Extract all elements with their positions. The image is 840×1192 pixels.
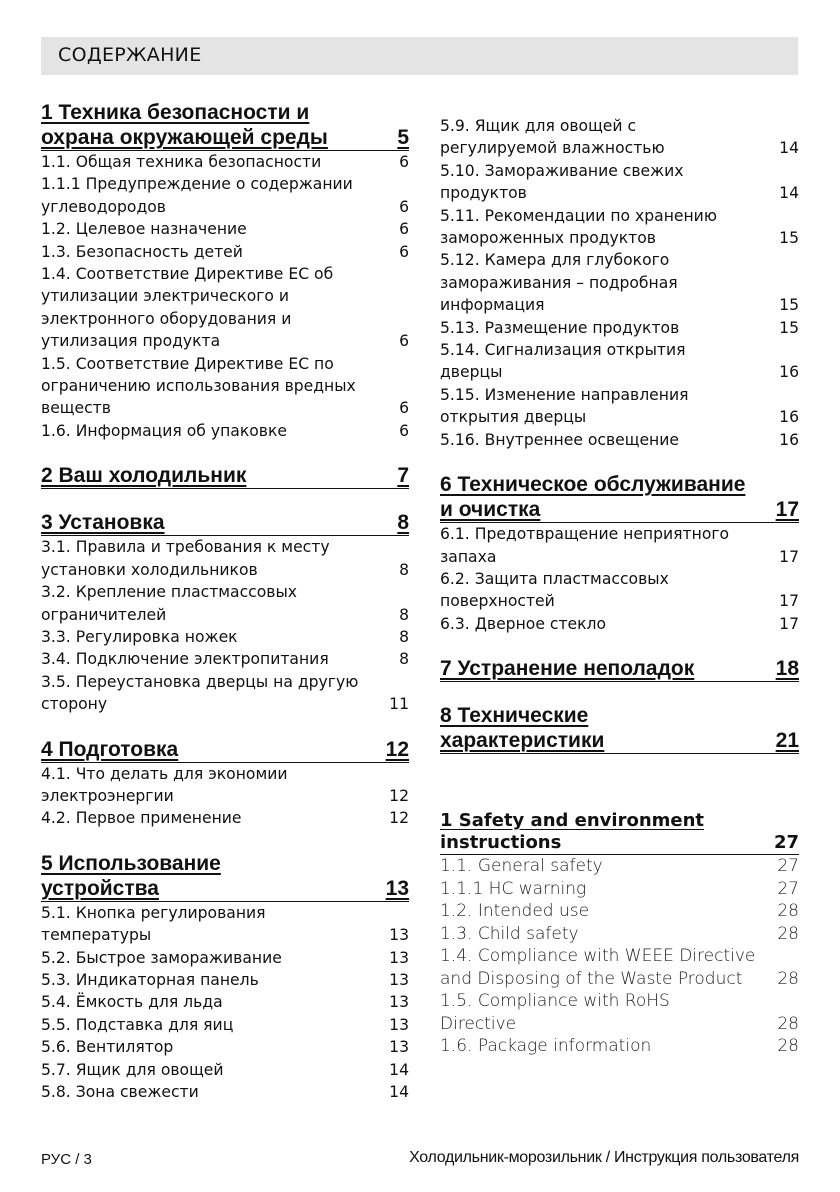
toc-section-heading[interactable] [41, 510, 409, 536]
toc-page-number: 15 [779, 229, 799, 248]
toc-entry-line [41, 420, 409, 442]
toc-section-heading-line [440, 832, 799, 855]
toc-entry-text: 5.12. Камера для глубокого [440, 251, 670, 270]
toc-entry-line [41, 263, 409, 285]
toc-page-number: 28 [777, 923, 799, 944]
toc-page-number: 16 [779, 363, 799, 382]
toc-entry-text: 6.3. Дверное стекло [440, 614, 607, 633]
toc-entry[interactable] [440, 878, 799, 901]
toc-entry-text: 1.5. Соответствие Директиве ЕС по [41, 354, 334, 373]
toc-section-heading-line [41, 876, 409, 902]
toc-entry[interactable] [41, 671, 409, 716]
toc-page-number: 17 [779, 614, 799, 633]
toc-entry-line [440, 115, 799, 137]
contents-title-bar [41, 37, 798, 75]
toc-entry-text: поверхностей [440, 592, 555, 611]
toc-entry-line [440, 613, 799, 635]
toc-entry[interactable] [440, 249, 799, 316]
toc-entry-line [440, 900, 799, 923]
toc-entry-line [41, 241, 409, 263]
toc-entry[interactable] [41, 173, 409, 218]
toc-section-heading-line [41, 100, 409, 125]
toc-entry-line [440, 361, 799, 383]
toc-entry-line [440, 317, 799, 339]
toc-page-number: 13 [389, 1015, 409, 1034]
toc-entry-text: 3.4. Подключение электропитания [41, 650, 329, 669]
toc-entry-text: 1.1.1 HC warning [440, 878, 587, 899]
toc-entry-line [440, 923, 799, 946]
toc-entry-text: открытия дверцы [440, 408, 587, 427]
toc-entry-line [41, 536, 409, 558]
toc-section-title: 8 Технические [440, 704, 589, 728]
toc-entry-line [41, 969, 409, 991]
toc-section-title: 5 Использование [41, 851, 221, 875]
toc-entry[interactable] [440, 1035, 799, 1058]
toc-entry[interactable] [41, 1036, 409, 1058]
toc-entry-text: регулируемой влажностью [440, 139, 665, 158]
toc-section-heading-line [440, 656, 799, 682]
toc-entry-text: 1.1.1 Предупреждение о содержании [41, 175, 353, 194]
toc-entry[interactable] [440, 339, 799, 384]
toc-entry-text: информация [440, 296, 545, 315]
toc-page-number: 14 [779, 139, 799, 158]
toc-section-heading-line [41, 510, 409, 536]
toc-page-number: 8 [399, 650, 409, 669]
toc-entry-text: 1.4. Compliance with WEEE Directive [440, 946, 756, 967]
toc-section-page: 13 [385, 876, 409, 900]
toc-entry-line [41, 375, 409, 397]
toc-entry-text: Directive [440, 1013, 517, 1034]
toc-entry-line [41, 924, 409, 946]
toc-entry-text: 5.15. Изменение направления [440, 385, 689, 404]
toc-entry-line [41, 285, 409, 307]
toc-entry-line [41, 648, 409, 670]
toc-entry-text: 1.2. Целевое назначение [41, 220, 247, 239]
toc-entry[interactable] [440, 115, 799, 160]
toc-section-title: 1 Safety and environment [440, 810, 705, 832]
toc-section-page: 12 [385, 737, 409, 761]
toc-page-number: 13 [389, 948, 409, 967]
toc-section-title: 6 Техническое обслуживание [440, 473, 746, 497]
toc-entry[interactable] [440, 900, 799, 923]
toc-section-title: instructions [440, 832, 562, 854]
toc-entry-text: утилизация продукта [41, 332, 221, 351]
page-number: РУС / 3 [41, 1151, 92, 1168]
toc-entry-text: 1.6. Package information [440, 1036, 652, 1057]
toc-entry-text: ограничению использования вредных [41, 377, 356, 396]
toc-entry[interactable] [41, 263, 409, 353]
toc-entry[interactable] [440, 613, 799, 635]
toc-entry-line [41, 626, 409, 648]
toc-entry-line [440, 945, 799, 968]
toc-entry-text: ограничителей [41, 605, 167, 624]
toc-section-title: устройства [41, 876, 159, 900]
toc-section-heading[interactable] [41, 737, 409, 763]
toc-section-heading-line [440, 703, 799, 728]
toc-page-number: 16 [779, 408, 799, 427]
toc-entry-text: 6.1. Предотвращение неприятного [440, 525, 730, 544]
toc-page-number: 8 [399, 627, 409, 646]
toc-section-heading-line [41, 851, 409, 876]
toc-entry[interactable] [41, 763, 409, 808]
toc-section-heading-line [440, 728, 799, 754]
toc-page-number: 6 [399, 197, 409, 216]
toc-entry-text: 1.3. Безопасность детей [41, 242, 243, 261]
toc-entry-text: 5.7. Ящик для овощей [41, 1060, 224, 1079]
toc-page-number: 6 [399, 332, 409, 351]
toc-entry[interactable] [440, 923, 799, 946]
toc-entry[interactable] [41, 902, 409, 947]
toc-entry[interactable] [41, 969, 409, 991]
toc-entry-text: 5.10. Замораживание свежих [440, 161, 684, 180]
toc-entry-text: запаха [440, 547, 497, 566]
toc-entry-line [41, 1081, 409, 1103]
toc-entry-text: 5.8. Зона свежести [41, 1083, 199, 1101]
toc-section-title: охрана окружающей среды [41, 126, 328, 149]
toc-section-page: 27 [773, 832, 799, 854]
toc-entry-text: 5.16. Внутреннее освещение [440, 430, 679, 449]
toc-entry-text: замораживания – подробная [440, 273, 678, 292]
toc-entry-text: 1.3. Child safety [440, 923, 579, 944]
toc-page-number: 14 [389, 1083, 409, 1101]
toc-entry[interactable] [440, 205, 799, 250]
toc-entry[interactable] [41, 420, 409, 442]
toc-entry-line [440, 1035, 799, 1058]
toc-entry-text: температуры [41, 926, 152, 945]
toc-entry-line [440, 878, 799, 901]
toc-entry-text: сторону [41, 695, 108, 714]
toc-section-heading[interactable] [41, 463, 409, 489]
toc-section-title: 4 Подготовка [41, 737, 179, 761]
toc-right-column [440, 115, 799, 1058]
toc-entry[interactable] [41, 151, 409, 173]
toc-section-heading-line [440, 497, 799, 523]
toc-page-number: 12 [389, 809, 409, 828]
toc-entry-line [41, 1036, 409, 1058]
toc-section-page: 5 [397, 126, 409, 149]
toc-entry-line [41, 196, 409, 218]
toc-entry-text: установки холодильников [41, 560, 258, 579]
toc-section-page: 21 [775, 729, 799, 753]
toc-entry-text: 3.5. Переустановка дверцы на другую [41, 672, 359, 691]
toc-entry-line [440, 855, 799, 878]
toc-section-page: 17 [775, 498, 799, 522]
toc-page-number: 13 [389, 926, 409, 945]
toc-entry-text: 5.11. Рекомендации по хранению [440, 206, 717, 225]
toc-section-heading[interactable] [440, 703, 799, 754]
toc-entry-line [440, 968, 799, 991]
toc-page-number: 11 [389, 695, 409, 714]
toc-entry-line [41, 604, 409, 626]
toc-entry-line [440, 339, 799, 361]
toc-entry-line [41, 671, 409, 693]
toc-entry-line [41, 581, 409, 603]
toc-entry[interactable] [440, 523, 799, 568]
toc-entry-line [440, 160, 799, 182]
toc-section-heading[interactable] [41, 851, 409, 902]
toc-entry-text: 5.2. Быстрое замораживание [41, 948, 282, 967]
toc-left-column [41, 100, 409, 1103]
toc-page-number: 6 [399, 242, 409, 261]
toc-section-heading-line [41, 463, 409, 489]
toc-entry-text: 3.1. Правила и требования к месту [41, 538, 330, 557]
toc-entry-line [440, 137, 799, 159]
toc-page-number: 17 [779, 592, 799, 611]
toc-entry-line [41, 947, 409, 969]
toc-entry-line [440, 227, 799, 249]
toc-entry-text: 1.1. Общая техника безопасности [41, 153, 322, 171]
toc-page-number: 28 [777, 901, 799, 922]
toc-page-number: 15 [779, 318, 799, 337]
toc-entry-line [440, 546, 799, 568]
toc-page-number: 13 [389, 970, 409, 989]
toc-entry-text: замороженных продуктов [440, 229, 656, 248]
toc-entry-text: 5.14. Сигнализация открытия [440, 341, 686, 360]
toc-entry-text: 1.2. Intended use [440, 901, 590, 922]
toc-section-title: 1 Техника безопасности и [41, 101, 310, 124]
toc-entry-text: 5.5. Подставка для яиц [41, 1015, 234, 1034]
toc-entry-line [41, 218, 409, 240]
toc-entry-text: 1.6. Информация об упаковке [41, 421, 288, 440]
toc-page-number: 12 [389, 786, 409, 805]
toc-entry[interactable] [41, 536, 409, 581]
toc-entry-line [440, 272, 799, 294]
toc-section-title: и очистка [440, 498, 541, 522]
toc-entry-line [440, 384, 799, 406]
toc-entry-text: электроэнергии [41, 786, 174, 805]
toc-entry-text: 5.13. Размещение продуктов [440, 318, 680, 337]
toc-entry[interactable] [440, 855, 799, 878]
toc-page-number: 28 [777, 968, 799, 989]
toc-entry-line [440, 205, 799, 227]
toc-entry-line [440, 182, 799, 204]
toc-entry[interactable] [440, 317, 799, 339]
toc-entry[interactable] [41, 991, 409, 1013]
toc-entry-text: углеводородов [41, 197, 166, 216]
toc-entry-line [41, 353, 409, 375]
toc-entry-line [41, 991, 409, 1013]
toc-page-number: 14 [389, 1060, 409, 1079]
toc-entry-line [440, 590, 799, 612]
toc-entry-line [41, 902, 409, 924]
document-title: Холодильник-морозильник / Инструкция пользователя [409, 1149, 799, 1166]
toc-section-heading-line [41, 125, 409, 151]
toc-entry[interactable] [41, 1014, 409, 1036]
toc-page-number: 8 [399, 605, 409, 624]
toc-page-number: 6 [399, 399, 409, 418]
toc-section-title: 3 Установка [41, 511, 165, 535]
toc-entry-line [41, 693, 409, 715]
toc-page-number: 13 [389, 993, 409, 1012]
toc-entry[interactable] [41, 353, 409, 420]
toc-entry-line [41, 330, 409, 352]
toc-entry[interactable] [440, 990, 799, 1035]
toc-entry-line [41, 559, 409, 581]
toc-entry-text: 1.4. Соответствие Директиве ЕС об [41, 265, 334, 284]
toc-entry-line [41, 763, 409, 785]
toc-section-heading-english[interactable] [440, 810, 799, 855]
toc-entry-line [440, 429, 799, 451]
toc-section-page: 8 [397, 511, 409, 535]
toc-entry-text: 1.1. General safety [440, 856, 603, 877]
toc-page-number: 16 [779, 430, 799, 449]
toc-page-number: 6 [399, 421, 409, 440]
toc-entry-text: 3.3. Регулировка ножек [41, 627, 238, 646]
toc-entry-text: 4.1. Что делать для экономии [41, 764, 288, 783]
toc-entry[interactable] [440, 568, 799, 613]
toc-entry-line [41, 807, 409, 829]
contents-title: СОДЕРЖАНИЕ [58, 44, 202, 66]
toc-page-number: 6 [399, 220, 409, 239]
toc-entry-line [41, 151, 409, 173]
toc-section-heading-line [440, 810, 799, 832]
toc-entry-line [440, 1013, 799, 1036]
toc-section-page: 7 [397, 464, 409, 488]
toc-section-heading[interactable] [440, 656, 799, 682]
toc-entry[interactable] [41, 1081, 409, 1103]
toc-page-number: 15 [779, 296, 799, 315]
toc-entry-text: 5.3. Индикаторная панель [41, 970, 259, 989]
toc-entry-line [41, 397, 409, 419]
toc-page-number: 6 [399, 153, 409, 171]
toc-section-title: 7 Устранение неполадок [440, 657, 695, 681]
toc-entry-text: 3.2. Крепление пластмассовых [41, 583, 298, 602]
toc-page-number: 8 [399, 560, 409, 579]
toc-entry[interactable] [41, 581, 409, 626]
toc-entry-line [440, 568, 799, 590]
toc-entry-line [440, 294, 799, 316]
toc-page-number: 14 [779, 184, 799, 203]
toc-entry[interactable] [440, 384, 799, 429]
toc-section-heading[interactable] [41, 100, 409, 151]
toc-entry[interactable] [440, 429, 799, 451]
toc-entry[interactable] [41, 947, 409, 969]
toc-entry-line [41, 1014, 409, 1036]
toc-entry-text: дверцы [440, 363, 503, 382]
toc-entry[interactable] [41, 241, 409, 263]
toc-entry[interactable] [41, 1059, 409, 1081]
toc-entry-text: 5.1. Кнопка регулирования [41, 903, 266, 922]
toc-entry-line [41, 1059, 409, 1081]
toc-entry-text: 6.2. Защита пластмассовых [440, 569, 669, 588]
toc-entry-text: 1.5. Compliance with RoHS [440, 991, 670, 1012]
toc-entry[interactable] [41, 648, 409, 670]
toc-entry-line [440, 406, 799, 428]
toc-entry[interactable] [41, 218, 409, 240]
toc-section-page: 18 [775, 657, 799, 681]
toc-section-title: характеристики [440, 729, 605, 753]
toc-section-title: 2 Ваш холодильник [41, 464, 247, 488]
toc-entry-text: and Disposing of the Waste Product [440, 968, 743, 989]
toc-entry-text: 5.4. Ёмкость для льда [41, 993, 223, 1012]
toc-entry-line [440, 249, 799, 271]
toc-section-heading-line [41, 737, 409, 763]
toc-entry-text: утилизации электрического и [41, 287, 290, 306]
toc-entry-line [41, 173, 409, 195]
toc-entry-text: 5.6. Вентилятор [41, 1038, 174, 1057]
toc-section-heading-line [440, 472, 799, 497]
toc-entry-text: 4.2. Первое применение [41, 809, 242, 828]
toc-entry-line [440, 523, 799, 545]
toc-entry-line [440, 990, 799, 1013]
toc-entry-line [41, 785, 409, 807]
toc-section-heading[interactable] [440, 472, 799, 523]
toc-entry-text: электронного оборудования и [41, 309, 292, 328]
toc-entry[interactable] [440, 945, 799, 990]
toc-page-number: 17 [779, 547, 799, 566]
toc-entry-text: 5.9. Ящик для овощей с [440, 117, 637, 135]
toc-entry[interactable] [41, 626, 409, 648]
toc-page-number: 28 [777, 1036, 799, 1057]
toc-page-number: 27 [777, 878, 799, 899]
toc-entry-line [41, 308, 409, 330]
toc-entry-text: веществ [41, 399, 111, 418]
toc-entry[interactable] [440, 160, 799, 205]
toc-entry[interactable] [41, 807, 409, 829]
toc-page-number: 28 [777, 1013, 799, 1034]
toc-page-number: 13 [389, 1038, 409, 1057]
toc-entry-text: продуктов [440, 184, 527, 203]
toc-page-number: 27 [777, 856, 799, 877]
